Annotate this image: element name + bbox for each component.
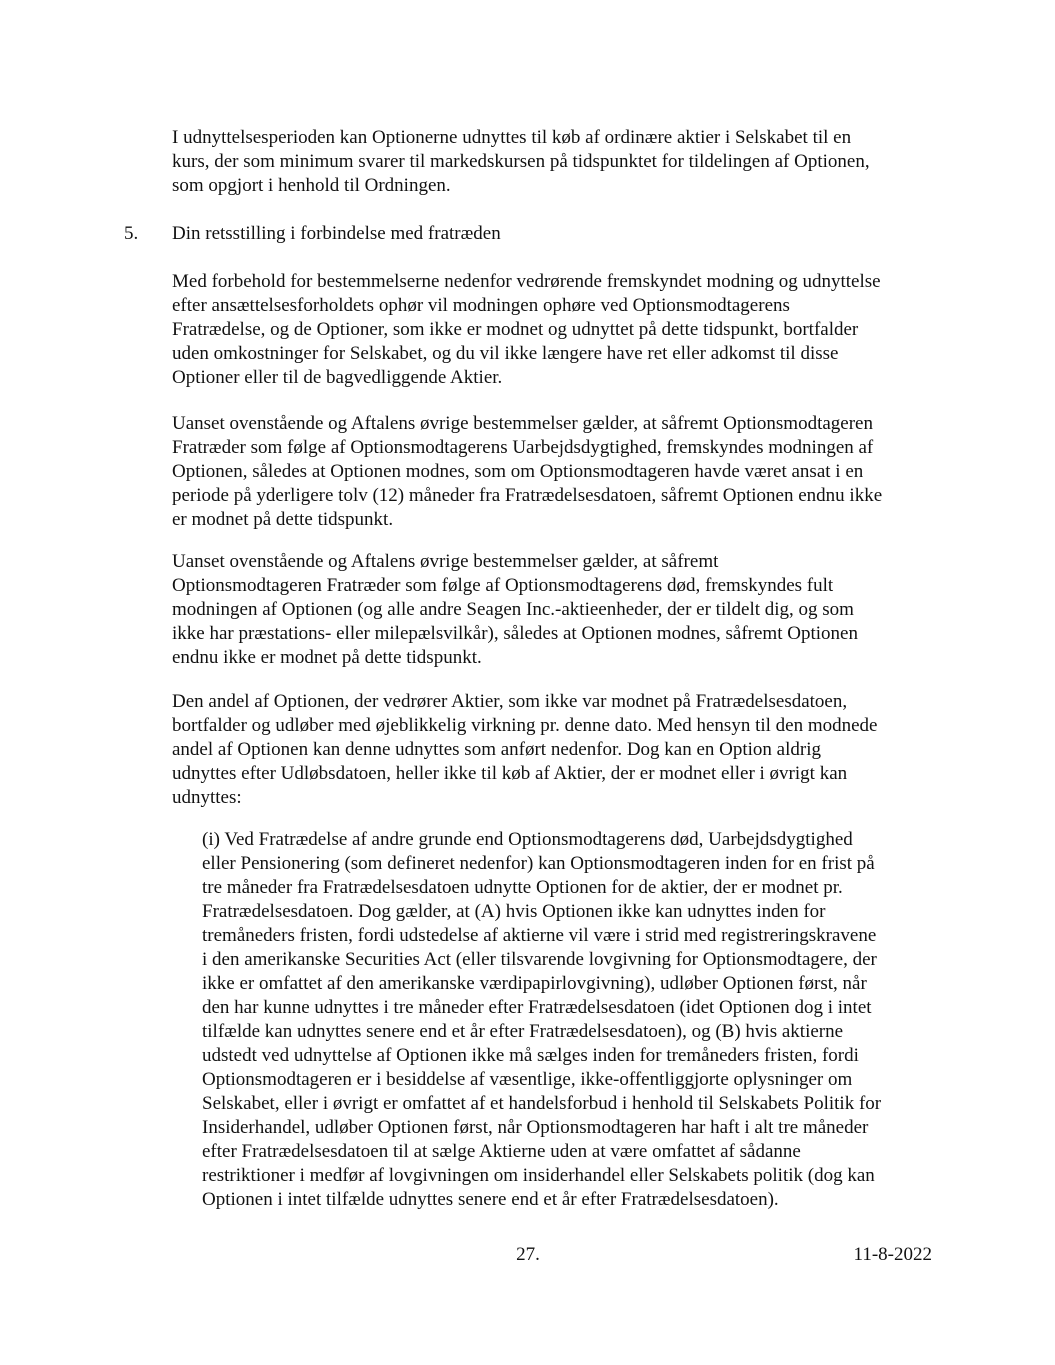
intro-paragraph: I udnyttelsesperioden kan Optionerne udnyttes til køb af ordinære aktier i Selskabet til en kurs, der som minimum svarer til markedskursen på tidspunktet for tildelingen af Optionen, som opgjort i henhold til Ordningen. — [172, 127, 870, 196]
paragraph-unvested-portion: Den andel af Optionen, der vedrører Aktier, som ikke var modnet på Fratrædelsesdatoen, bortfalder og udløber med øjeblikkelig virkning pr. denne dato. Med hensyn til den modnede andel af Optionen kan denne udnyttes som anført nedenfor. Dog kan en Option aldrig udnyttes efter Udløbsdatoen, heller ikke til køb af Aktier, der er modnet eller i øvrigt kan udnyttes: — [172, 691, 878, 808]
section-title: Din retsstilling i forbindelse med fratræden — [172, 223, 501, 244]
paragraph-disability: Uanset ovenstående og Aftalens øvrige bestemmelser gælder, at såfremt Optionsmodtageren Fratræder som følge af Optionsmodtagerens Uarbejdsdygtighed, fremskyndes modningen af Optionen, således at Optionen modnes, som om Optionsmodtageren havde været ansat i en periode på yderligere tolv (12) måneder fra Fratrædelsesdatoen, såfremt Optionen endnu ikke er modnet på dette tidspunkt. — [172, 413, 883, 530]
subclause-i: (i) Ved Fratrædelse af andre grunde end Optionsmodtagerens død, Uarbejdsdygtighed eller Pensionering (som defineret nedenfor) kan Optionsmodtageren inden for en frist på tre måneder fra Fratrædelsesdatoen udnytte Optionen for de aktier, der er modnet pr. Fratrædelsesdatoen. Dog gælder, at (A) hvis Optionen ikke kan udnyttes inden for tremåneders fristen, fordi udstedelse af aktierne vil være i strid med registreringskravene i den amerikanske Securities Act (eller tilsvarende lovgivning for Optionsmodtagere, der ikke er omfattet af den amerikanske værdipapirlovgivning), udløber Optionen først, når den har kunne udnyttes i tre måneder efter Fratrædelsesdatoen (idet Optionen dog i intet tilfælde kan udnyttes senere end et år efter Fratrædelsesdatoen), og (B) hvis aktierne udstedt ved udnyttelse af Optionen ikke må sælges inden for tremåneders fristen, fordi Optionsmodtageren er i besiddelse af væsentlige, ikke-offentliggjorte oplysninger om Selskabet, eller i øvrigt er omfattet af et handelsforbud i henhold til Selskabets Politik for Insiderhandel, udløber Optionen først, når Optionsmodtageren har haft i alt tre måneder efter Fratrædelsesdatoen til at sælge Aktierne uden at være omfattet af sådanne restriktioner i medfør af lovgivningen om insiderhandel eller Selskabets politik (dog kan Optionen i intet tilfælde udnyttes senere end et år efter Fratrædelsesdatoen). — [202, 829, 882, 1210]
footer-page-number: 27. — [516, 1244, 540, 1265]
paragraph-termination: Med forbehold for bestemmelserne nedenfor vedrørende fremskyndet modning og udnyttelse efter ansættelsesforholdets ophør vil modningen ophøre ved Optionsmodtagerens Fratrædelse, og de Optioner, som ikke er modnet og udnyttet på dette tidspunkt, bortfalder uden omkostninger for Selskabet, og du vil ikke længere have ret eller adkomst til disse Optioner eller til de bagvedliggende Aktier. — [172, 271, 881, 388]
paragraph-death: Uanset ovenstående og Aftalens øvrige bestemmelser gælder, at såfremt Optionsmodtageren Fratræder som følge af Optionsmodtagerens død, fremskyndes fult modningen af Optionen (og alle andre Seagen Inc.-aktieenheder, der er tildelt dig, og som ikke har præstations- eller milepælsvilkår), således at Optionen modnes, såfremt Optionen endnu ikke er modnet på dette tidspunkt. — [172, 551, 858, 668]
footer-date: 11-8-2022 — [853, 1244, 932, 1265]
section-number: 5. — [124, 223, 139, 244]
